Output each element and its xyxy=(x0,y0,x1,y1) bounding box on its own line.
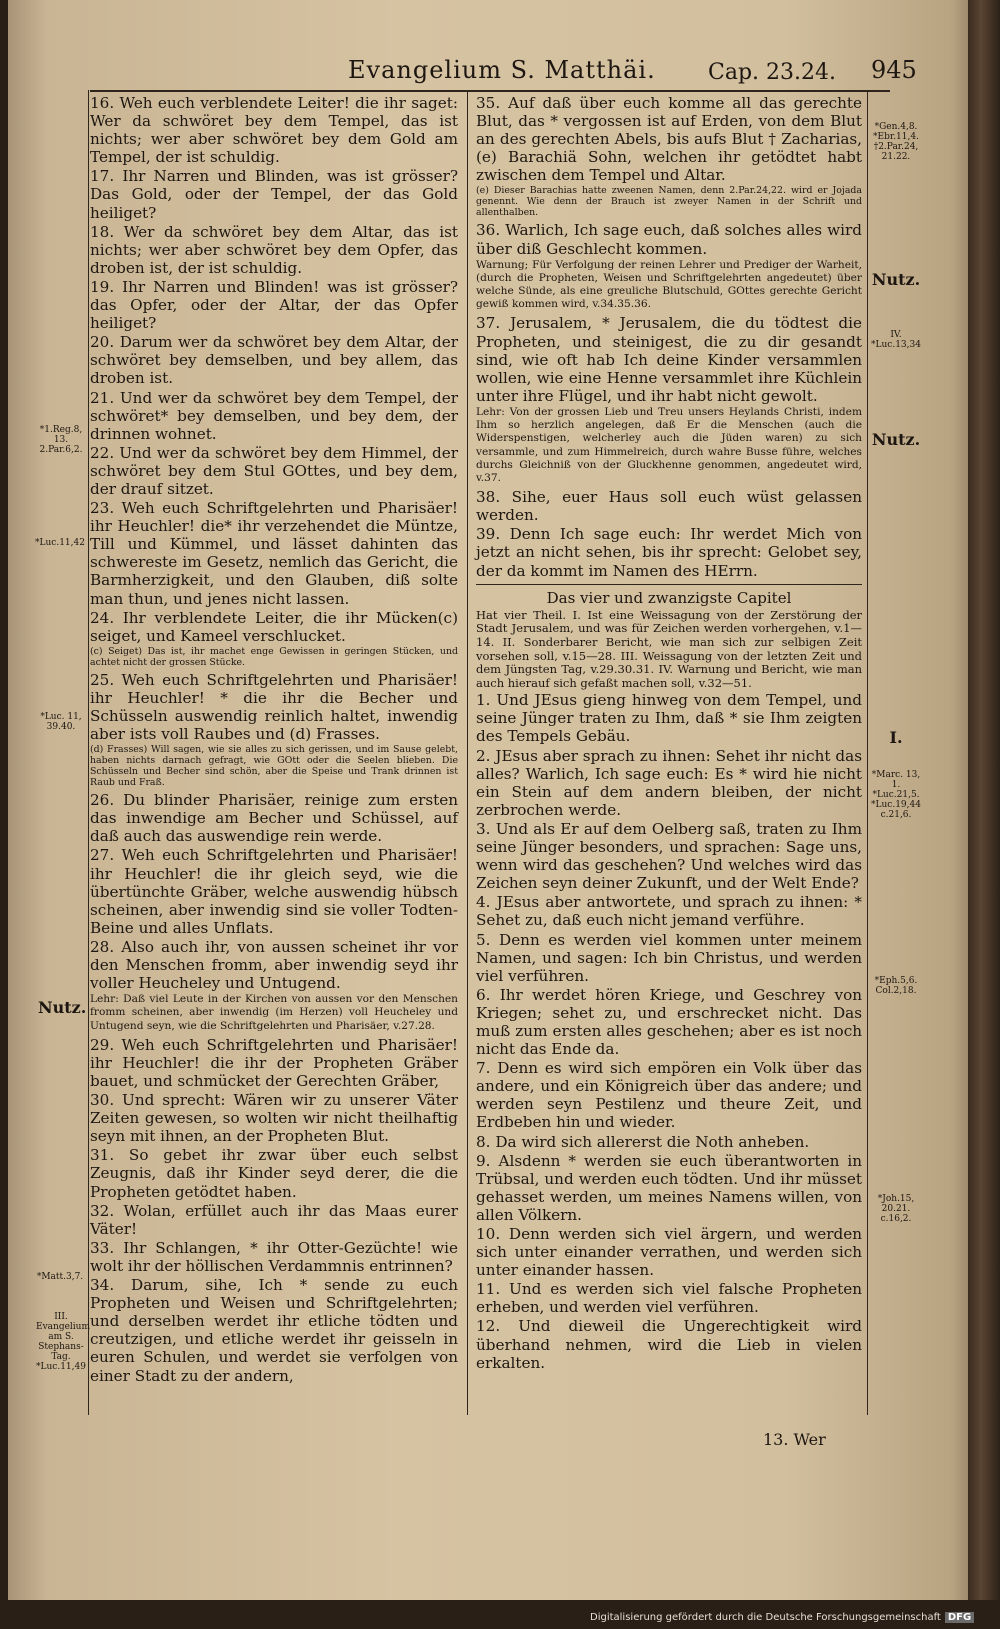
verse: 3. Und als Er auf dem Oelberg saß, traten zu Ihm seine Jünger besonders, und sprachen: Sage uns, wenn wird das geschehen? Und welches wird das Zeichen seyn deiner Zukunft, und der Welt Ende? xyxy=(476,819,862,893)
verse: 12. Und dieweil die Ungerechtigkeit wird überhand nehmen, wird die Lieb in vielen erkalten. xyxy=(476,1317,862,1372)
margin-note: III. Evangelium am S. Stephans-Tag. *Luc.11,49 xyxy=(36,1312,90,1372)
verse: 21. Und wer da schwöret bey dem Tempel, der schwöret* bey demselben, und bey dem, der drinnen wohnet. xyxy=(90,388,458,443)
text-column-right xyxy=(476,94,862,1373)
verse: 31. So gebet ihr zwar über euch selbst Zeugnis, daß ihr Kinder seyd derer, die die Propheten getödtet haben. xyxy=(90,1146,458,1201)
doctrine-note: Lehr: Daß viel Leute in der Kirchen von aussen vor den Menschen fromm scheinen, aber inwendig (im Herzen) voll Heucheley und Untugend seyn, wie die Schriftgelehrten und Pharisäer, v.27.28. xyxy=(90,993,458,1032)
footnote: (e) Dieser Barachias hatte zweenen Namen, denn 2.Par.24,22. wird er Jojada genennt. Wie denn der Brauch ist zweyer Namen in der Schrift und allenthalben. xyxy=(476,185,862,219)
margin-note: *Joh.15, 20.21. c.16,2. xyxy=(877,1194,915,1224)
verse: 32. Wolan, erfüllet auch ihr das Maas eurer Väter! xyxy=(90,1201,458,1238)
verse: 37. Jerusalem, * Jerusalem, die du tödtest die Propheten, und steinigest, die zu dir gesandt sind, wie oft hab Ich deine Kinder versammlen wollen, wie eine Henne versammlet ihre Küchlein unter ihre Flügel, und ihr habt nicht gewolt. xyxy=(476,314,862,405)
verse: 16. Weh euch verblendete Leiter! die ihr saget: Wer da schwöret bey dem Tempel, das ist nichts; wer aber schwöret bey dem Gold am Tempel, der ist schuldig. xyxy=(90,94,458,167)
margin-note: *Matt.3,7. xyxy=(36,1272,84,1282)
verse: 4. JEsus aber antwortete, und sprach zu ihnen: * Sehet zu, daß euch nicht jemand verführe. xyxy=(476,893,862,930)
chapter-summary: Hat vier Theil. I. Ist eine Weissagung von der Zerstörung der Stadt Jerusalem, und was für Zeichen werden vorhergehen, v.1—14. II. Sonderbarer Bericht, wie man sich zur selbigen Zeit vorsehen soll, v.15—28. III. Weissagung von der letzten Zeit und dem Jüngsten Tag, v.29.30.31. IV. Warnung und Bericht, wie man auch hierauf sich gefaßt machen soll, v.32—51. xyxy=(476,607,862,690)
right-column-rule xyxy=(867,90,868,1415)
verse: 25. Weh euch Schriftgelehrten und Pharisäer! ihr Heuchler! * die ihr die Becher und Schüsseln auswendig reinlich haltet, inwendig aber ists voll Raubes und (d) Frasses. xyxy=(90,670,458,744)
verse: 17. Ihr Narren und Blinden, was ist grösser? Das Gold, oder der Tempel, der das Gold heiliget? xyxy=(90,167,458,222)
margin-label: Nutz. xyxy=(871,430,921,449)
margin-note: *Marc. 13, 1. *Luc.21,5. *Luc.19,44 c.21,6. xyxy=(871,770,921,820)
verse: 5. Denn es werden viel kommen unter meinem Namen, und sagen: Ich bin Christus, und werden viel verführen. xyxy=(476,930,862,985)
book-page xyxy=(8,0,980,1600)
doctrine-note: Lehr: Von der grossen Lieb und Treu unsers Heylands Christi, indem Ihm so herzlich angelegen, daß Er die Menschen (auch die Widerspenstigen, welcherley auch die Jüden waren) zu sich versammle, und zum Himmelreich, durch wahre Busse führe, welches durchs Gleichniß von der Gluckhenne genommen, angedeutet wird, v.37. xyxy=(476,405,862,484)
margin-note: *Luc.11,42 xyxy=(35,538,85,548)
verse: 28. Also auch ihr, von aussen scheinet ihr vor den Menschen fromm, aber inwendig seyd ihr voller Heucheley und Untugend. xyxy=(90,937,458,993)
credit-text: Digitalisierung gefördert durch die Deutsche Forschungsgemeinschaft xyxy=(590,1612,941,1623)
book-spine xyxy=(968,0,1000,1600)
verse: 19. Ihr Narren und Blinden! was ist grösser? das Opfer, oder der Altar, der das Opfer heiliget? xyxy=(90,277,458,333)
verse: 20. Darum wer da schwöret bey dem Altar, der schwöret bey demselben, und bey allem, das droben ist. xyxy=(90,333,458,388)
verse: 10. Denn werden sich viel ärgern, und werden sich unter einander verrathen, und werden sich unter einander hassen. xyxy=(476,1225,862,1280)
margin-label: I. xyxy=(889,728,903,747)
verse: 27. Weh euch Schriftgelehrten und Pharisäer! ihr Heuchler! die ihr gleich seyd, wie die übertünchte Gräber, welche auswendig hübsch scheinen, aber inwendig sind sie voller Todten-Beine und alles Unflats. xyxy=(90,846,458,937)
running-title: Evangelium S. Matthäi. xyxy=(348,56,656,84)
center-column-rule xyxy=(467,90,468,1415)
verse: 9. Alsdenn * werden sie euch überantworten in Trübsal, und werden euch tödten. Und ihr müsset gehasset werden, um meines Namens willen, von allen Völkern. xyxy=(476,1151,862,1224)
verse: 2. JEsus aber sprach zu ihnen: Sehet ihr nicht das alles? Warlich, Ich sage euch: Es * wird hie nicht ein Stein auf dem andern bleiben, der nicht zerbrochen werde. xyxy=(476,746,862,819)
verse: 1. Und JEsus gieng hinweg von dem Tempel, und seine Jünger traten zu Ihm, daß * sie Ihm zeigten des Tempels Gebäu. xyxy=(476,691,862,746)
verse: 7. Denn es wird sich empören ein Volk über das andere, und ein Königreich über das andere; und werden seyn Pestilenz und theure Zeit, und Erdbeben hin und wieder. xyxy=(476,1059,862,1132)
doctrine-note: Warnung; Für Verfolgung der reinen Lehrer und Prediger der Warheit, (durch die Propheten, Weisen und Schriftgelehrten angedeutet) über welche Sünde, als eine greuliche Blutschuld, GOttes gerechte Gericht gewiß kommen wird, v.34.35.36. xyxy=(476,258,862,311)
verse: 38. Sihe, euer Haus soll euch wüst gelassen werden. xyxy=(476,488,862,525)
margin-note: *1.Reg.8, 13. 2.Par.6,2. xyxy=(39,425,83,455)
chapter-heading: Das vier und zwanzigste Capitel xyxy=(546,588,792,607)
margin-label: Nutz. xyxy=(871,270,921,289)
left-column-rule xyxy=(88,90,89,1415)
verse: 30. Und sprecht: Wären wir zu unserer Väter Zeiten gewesen, so wolten wir nicht theilhaftig seyn mit ihnen, an der Propheten Blut. xyxy=(90,1091,458,1146)
catchword: 13. Wer xyxy=(763,1430,826,1449)
verse: 29. Weh euch Schriftgelehrten und Pharisäer! ihr Heuchler! die ihr der Propheten Gräber bauet, und schmücket der Gerechten Gräber, xyxy=(90,1035,458,1091)
margin-note: *Gen.4,8. *Ebr.11,4. †2.Par.24, 21.22. xyxy=(873,122,919,162)
verse: 34. Darum, sihe, Ich * sende zu euch Propheten und Weisen und Schriftgelehrten; und derselben werdet ihr etliche tödten und creutzigen, und etliche werdet ihr geisseln in euren Schulen, und werdet sie verfolgen von einer Stadt zu der andern, xyxy=(90,1276,458,1385)
verse: 8. Da wird sich allererst die Noth anheben. xyxy=(476,1132,810,1151)
verse: 6. Ihr werdet hören Kriege, und Geschrey von Kriegen; sehet zu, und erschrecket nicht. Das muß zum ersten alles geschehen; aber es ist noch nicht das Ende da. xyxy=(476,985,862,1059)
digitization-credit xyxy=(590,1612,974,1623)
chapter-reference: Cap. 23.24. xyxy=(708,60,836,85)
footnote: (c) Seiget) Das ist, ihr machet enge Gewissen in geringen Stücken, und achtet nicht der grossen Stücke. xyxy=(90,645,458,668)
footnote: (d) Frasses) Will sagen, wie sie alles zu sich gerissen, und im Sause gelebt, haben nichts darnach gefragt, wie GOtt oder die Seelen blieben. Die Schüsseln und Becher sind schön, aber die Speise und Trank drinnen ist Raub und Fraß. xyxy=(90,744,458,789)
verse: 24. Ihr verblendete Leiter, die ihr Mücken(c) seiget, und Kameel verschlucket. xyxy=(90,608,458,645)
verse: 23. Weh euch Schriftgelehrten und Pharisäer! ihr Heuchler! die* ihr verzehendet die Müntze, Till und Kümmel, und lässet dahinten das schwereste im Gesetz, nemlich das Gericht, die Barmherzigkeit, und den Glauben, diß solte man thun, und jenes nicht lassen. xyxy=(90,499,458,608)
text-column-left xyxy=(90,94,458,1386)
margin-note: *Eph.5,6. Col.2,18. xyxy=(874,976,918,996)
verse: 11. Und es werden sich viel falsche Propheten erheben, und werden viel verführen. xyxy=(476,1280,862,1317)
verse: 26. Du blinder Pharisäer, reinige zum ersten das inwendige am Becher und Schüssel, auf daß auch das auswendige rein werde. xyxy=(90,791,458,846)
verse: 22. Und wer da schwöret bey dem Himmel, der schwöret bey dem Stul GOttes, und bey dem, der drauf sitzet. xyxy=(90,443,458,498)
margin-label: Nutz. xyxy=(38,998,87,1017)
verse: 39. Denn Ich sage euch: Ihr werdet Mich von jetzt an nicht sehen, bis ihr sprecht: Gelobet sey, der da kommt im Namen des HErrn. xyxy=(476,525,862,580)
header-rule xyxy=(90,90,890,92)
dfg-logo: DFG xyxy=(945,1612,974,1623)
verse: 35. Auf daß über euch komme all das gerechte Blut, das * vergossen ist auf Erden, von dem Blut an des gerechten Abels, bis aufs Blut † Zacharias, (e) Barachiä Sohn, welchen ihr getödtet habt zwischen dem Tempel und Altar. xyxy=(476,94,862,185)
verse: 36. Warlich, Ich sage euch, daß solches alles wird über diß Geschlecht kommen. xyxy=(476,221,862,258)
verse: 18. Wer da schwöret bey dem Altar, das ist nichts; wer aber schwöret bey dem Opfer, das droben ist, der ist schuldig. xyxy=(90,222,458,277)
chapter-divider xyxy=(476,584,862,585)
page-number: 945 xyxy=(871,56,917,84)
verse: 33. Ihr Schlangen, * ihr Otter-Gezüchte! wie wolt ihr der höllischen Verdammnis entrinnen? xyxy=(90,1238,458,1275)
margin-note: *Luc. 11, 39.40. xyxy=(40,712,82,732)
margin-note: IV. *Luc.13,34 xyxy=(871,330,921,350)
